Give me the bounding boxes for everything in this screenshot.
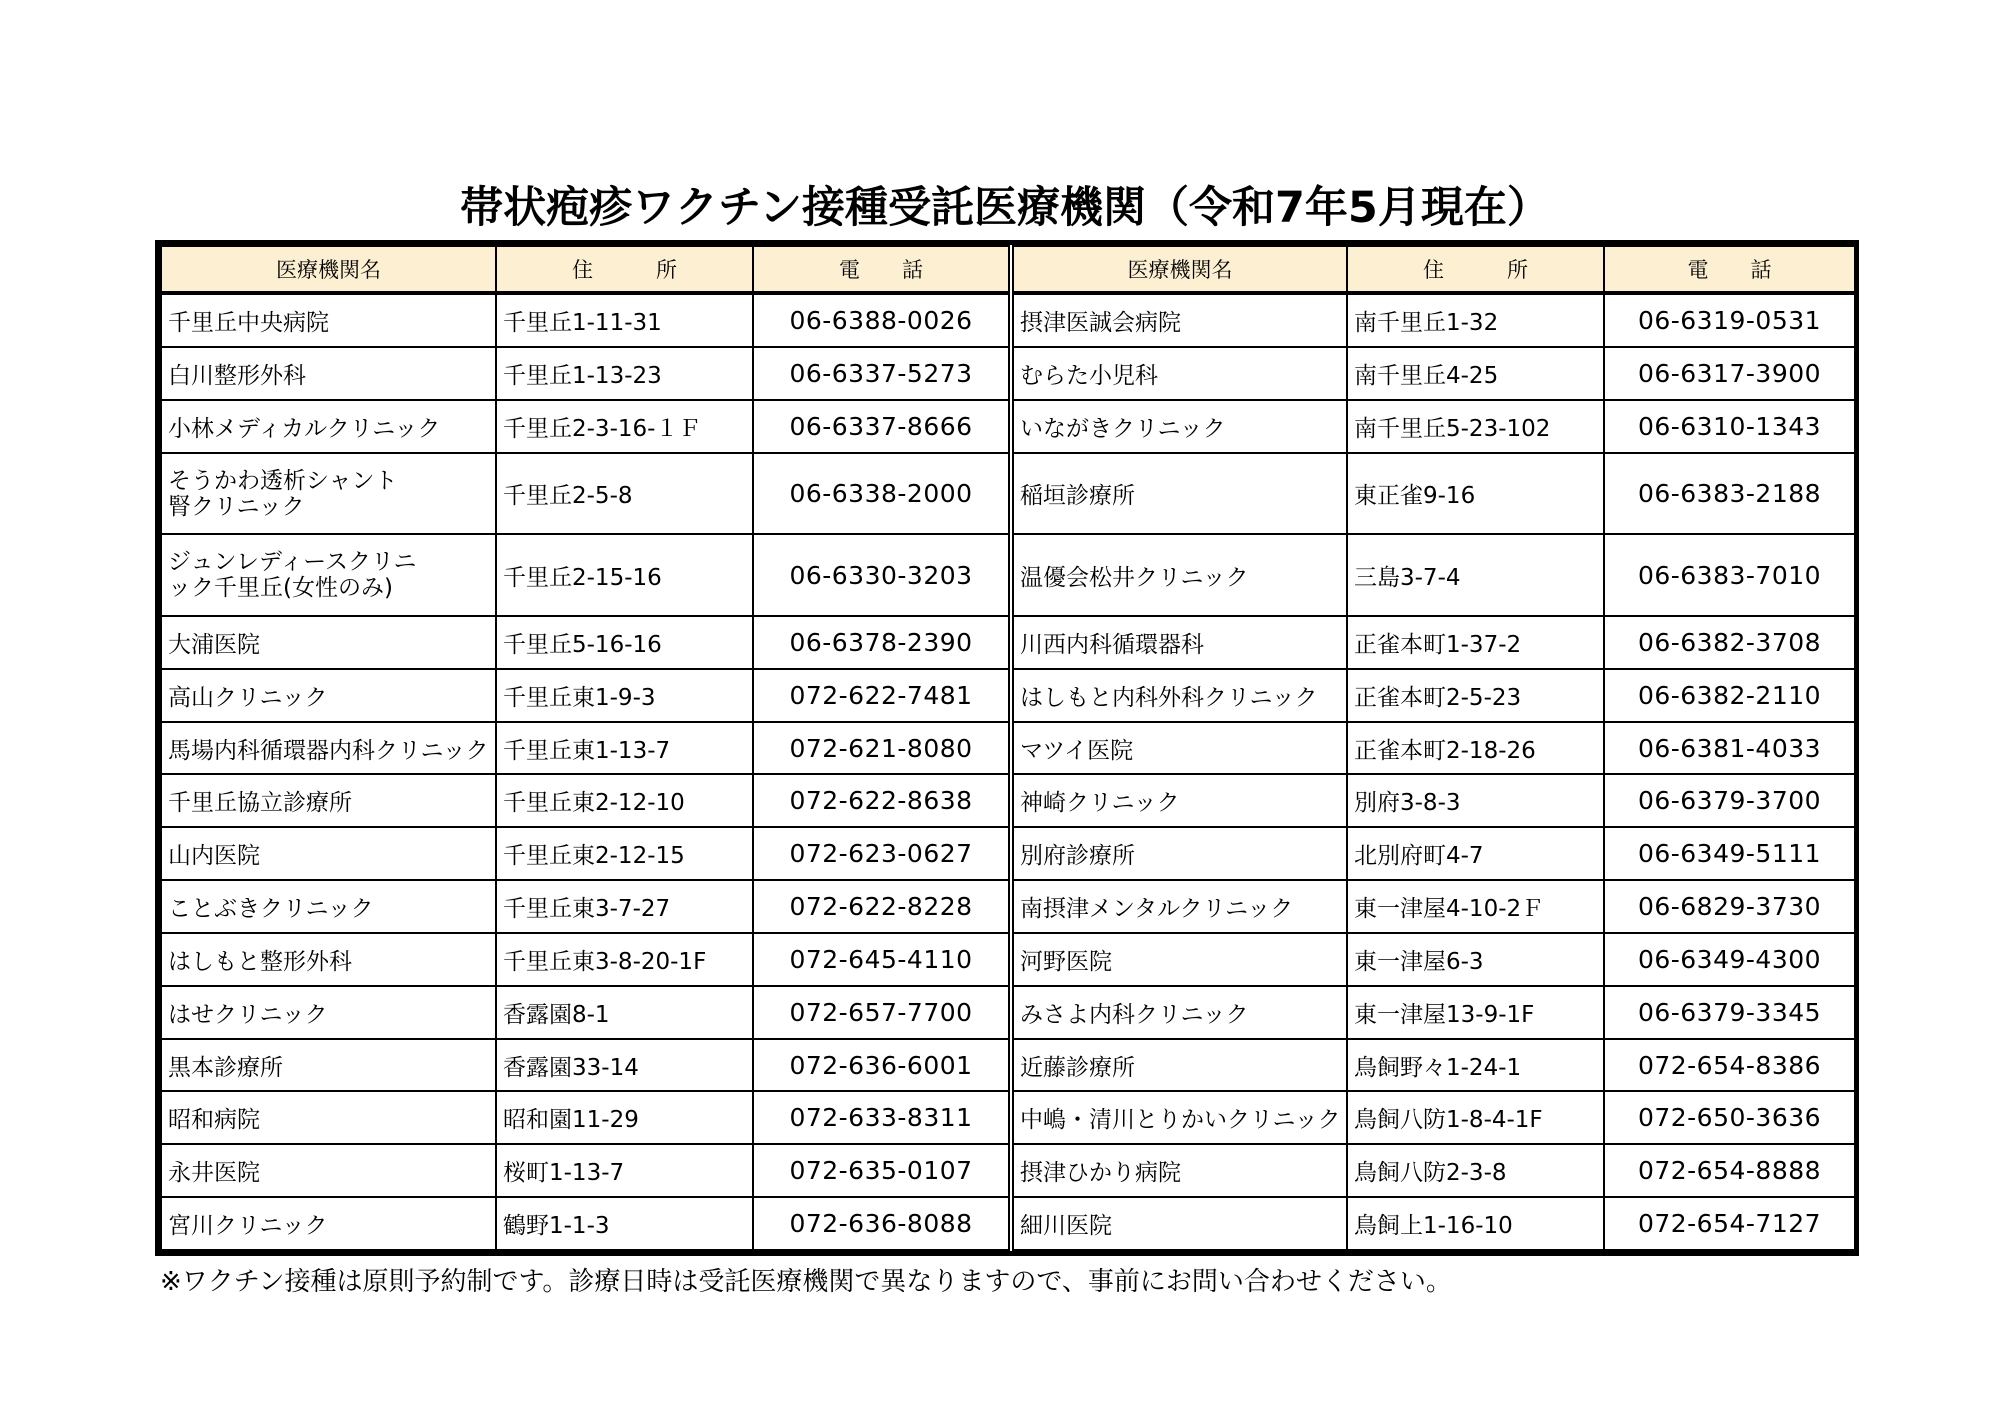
left-phone-cell: 06-6337-8666 <box>753 400 1011 453</box>
right-address-cell: 三島3-7-4 <box>1347 534 1604 616</box>
right-name-cell: 南摂津メンタルクリニック <box>1011 880 1347 933</box>
header-phone-left: 電 話 <box>753 246 1011 293</box>
right-phone-cell: 072-654-7127 <box>1604 1197 1855 1250</box>
left-phone-cell: 072-636-6001 <box>753 1039 1011 1092</box>
right-phone-cell: 06-6382-3708 <box>1604 616 1855 669</box>
left-address-cell: 千里丘2-3-16-１Ｆ <box>496 400 753 453</box>
page-title: 帯状疱疹ワクチン接種受託医療機関（令和7年5月現在） <box>460 183 1550 233</box>
header-name-right: 医療機関名 <box>1011 246 1347 293</box>
left-address-cell: 千里丘東3-7-27 <box>496 880 753 933</box>
table-row <box>161 347 1855 400</box>
right-name-cell: マツイ医院 <box>1011 722 1347 775</box>
right-phone-cell: 06-6383-2188 <box>1604 453 1855 535</box>
table-row <box>161 1091 1855 1144</box>
table-row <box>161 774 1855 827</box>
right-address-cell: 別府3-8-3 <box>1347 774 1604 827</box>
right-name-cell: はしもと内科外科クリニック <box>1011 669 1347 722</box>
right-address-cell: 正雀本町2-5-23 <box>1347 669 1604 722</box>
right-address-cell: 南千里丘4-25 <box>1347 347 1604 400</box>
right-address-cell: 正雀本町2-18-26 <box>1347 722 1604 775</box>
right-phone-cell: 06-6319-0531 <box>1604 293 1855 347</box>
right-name-cell: 細川医院 <box>1011 1197 1347 1250</box>
right-address-cell: 鳥飼上1-16-10 <box>1347 1197 1604 1250</box>
right-name-cell: 河野医院 <box>1011 933 1347 986</box>
left-address-cell: 千里丘東1-9-3 <box>496 669 753 722</box>
right-address-cell: 鳥飼八防1-8-4-1F <box>1347 1091 1604 1144</box>
left-phone-cell: 072-645-4110 <box>753 933 1011 986</box>
left-phone-cell: 072-622-7481 <box>753 669 1011 722</box>
header-address-right: 住 所 <box>1347 246 1604 293</box>
right-phone-cell: 06-6379-3345 <box>1604 986 1855 1039</box>
right-name-cell: むらた小児科 <box>1011 347 1347 400</box>
right-name-cell: 別府診療所 <box>1011 827 1347 880</box>
left-name-cell: 宮川クリニック <box>161 1197 496 1250</box>
left-phone-cell: 072-635-0107 <box>753 1144 1011 1197</box>
left-phone-cell: 06-6330-3203 <box>753 534 1011 616</box>
left-address-cell: 千里丘東1-13-7 <box>496 722 753 775</box>
right-name-cell: みさよ内科クリニック <box>1011 986 1347 1039</box>
table-row <box>161 1144 1855 1197</box>
left-name-cell: 馬場内科循環器内科クリニック <box>161 722 496 775</box>
left-phone-cell: 06-6388-0026 <box>753 293 1011 347</box>
right-phone-cell: 072-654-8386 <box>1604 1039 1855 1092</box>
left-phone-cell: 072-657-7700 <box>753 986 1011 1039</box>
left-phone-cell: 072-622-8228 <box>753 880 1011 933</box>
table-row <box>161 453 1855 535</box>
left-phone-cell: 072-623-0627 <box>753 827 1011 880</box>
right-name-cell: 川西内科循環器科 <box>1011 616 1347 669</box>
left-name-cell: はせクリニック <box>161 986 496 1039</box>
table-row <box>161 1197 1855 1250</box>
right-phone-cell: 06-6382-2110 <box>1604 669 1855 722</box>
left-phone-cell: 06-6338-2000 <box>753 453 1011 535</box>
table-row <box>161 827 1855 880</box>
left-name-cell: 黒本診療所 <box>161 1039 496 1092</box>
left-name-cell: ジュンレディースクリニ ック千里丘(女性のみ) <box>161 534 496 616</box>
left-name-cell: 小林メディカルクリニック <box>161 400 496 453</box>
left-phone-cell: 072-636-8088 <box>753 1197 1011 1250</box>
right-name-cell: 中嶋・清川とりかいクリニック <box>1011 1091 1347 1144</box>
right-name-cell: いながきクリニック <box>1011 400 1347 453</box>
right-phone-cell: 072-654-8888 <box>1604 1144 1855 1197</box>
left-address-cell: 千里丘東2-12-10 <box>496 774 753 827</box>
clinic-table <box>155 240 1859 1256</box>
table-row <box>161 722 1855 775</box>
right-phone-cell: 06-6381-4033 <box>1604 722 1855 775</box>
right-phone-cell: 06-6379-3700 <box>1604 774 1855 827</box>
left-address-cell: 千里丘2-5-8 <box>496 453 753 535</box>
left-address-cell: 千里丘1-13-23 <box>496 347 753 400</box>
right-phone-cell: 06-6829-3730 <box>1604 880 1855 933</box>
left-name-cell: 千里丘中央病院 <box>161 293 496 347</box>
right-phone-cell: 06-6317-3900 <box>1604 347 1855 400</box>
left-name-cell: そうかわ透析シャント 腎クリニック <box>161 453 496 535</box>
table-row <box>161 616 1855 669</box>
left-name-cell: 白川整形外科 <box>161 347 496 400</box>
right-phone-cell: 06-6383-7010 <box>1604 534 1855 616</box>
header-address-left: 住 所 <box>496 246 753 293</box>
right-address-cell: 鳥飼八防2-3-8 <box>1347 1144 1604 1197</box>
footnote: ※ワクチン接種は原則予約制です。診療日時は受託医療機関で異なりますので、事前にお問い合わせください。 <box>160 1267 1452 1297</box>
left-address-cell: 桜町1-13-7 <box>496 1144 753 1197</box>
left-address-cell: 香露園8-1 <box>496 986 753 1039</box>
header-name-left: 医療機関名 <box>161 246 496 293</box>
left-phone-cell: 06-6337-5273 <box>753 347 1011 400</box>
left-address-cell: 香露園33-14 <box>496 1039 753 1092</box>
right-phone-cell: 06-6310-1343 <box>1604 400 1855 453</box>
right-address-cell: 東正雀9-16 <box>1347 453 1604 535</box>
left-address-cell: 千里丘東2-12-15 <box>496 827 753 880</box>
table-row <box>161 1039 1855 1092</box>
table-row <box>161 534 1855 616</box>
right-name-cell: 摂津医誠会病院 <box>1011 293 1347 347</box>
left-name-cell: はしもと整形外科 <box>161 933 496 986</box>
table-header-row <box>161 246 1855 293</box>
right-address-cell: 正雀本町1-37-2 <box>1347 616 1604 669</box>
table-row <box>161 293 1855 347</box>
right-phone-cell: 06-6349-4300 <box>1604 933 1855 986</box>
table-row <box>161 880 1855 933</box>
table-row <box>161 986 1855 1039</box>
right-address-cell: 南千里丘5-23-102 <box>1347 400 1604 453</box>
right-address-cell: 東一津屋6-3 <box>1347 933 1604 986</box>
left-name-cell: 永井医院 <box>161 1144 496 1197</box>
left-address-cell: 昭和園11-29 <box>496 1091 753 1144</box>
right-address-cell: 東一津屋4-10-2Ｆ <box>1347 880 1604 933</box>
right-address-cell: 鳥飼野々1-24-1 <box>1347 1039 1604 1092</box>
left-address-cell: 千里丘5-16-16 <box>496 616 753 669</box>
left-name-cell: 大浦医院 <box>161 616 496 669</box>
right-phone-cell: 072-650-3636 <box>1604 1091 1855 1144</box>
right-name-cell: 温優会松井クリニック <box>1011 534 1347 616</box>
left-phone-cell: 072-633-8311 <box>753 1091 1011 1144</box>
left-name-cell: 千里丘協立診療所 <box>161 774 496 827</box>
left-address-cell: 千里丘2-15-16 <box>496 534 753 616</box>
left-name-cell: 昭和病院 <box>161 1091 496 1144</box>
right-phone-cell: 06-6349-5111 <box>1604 827 1855 880</box>
left-address-cell: 千里丘1-11-31 <box>496 293 753 347</box>
left-address-cell: 千里丘東3-8-20-1F <box>496 933 753 986</box>
left-phone-cell: 06-6378-2390 <box>753 616 1011 669</box>
right-address-cell: 北別府町4-7 <box>1347 827 1604 880</box>
header-phone-right: 電 話 <box>1604 246 1855 293</box>
left-phone-cell: 072-621-8080 <box>753 722 1011 775</box>
clinic-grid <box>160 245 1856 1251</box>
right-name-cell: 稲垣診療所 <box>1011 453 1347 535</box>
table-row <box>161 669 1855 722</box>
left-phone-cell: 072-622-8638 <box>753 774 1011 827</box>
right-name-cell: 摂津ひかり病院 <box>1011 1144 1347 1197</box>
right-address-cell: 南千里丘1-32 <box>1347 293 1604 347</box>
left-address-cell: 鶴野1-1-3 <box>496 1197 753 1250</box>
left-name-cell: 山内医院 <box>161 827 496 880</box>
left-name-cell: 高山クリニック <box>161 669 496 722</box>
left-name-cell: ことぶきクリニック <box>161 880 496 933</box>
right-name-cell: 神崎クリニック <box>1011 774 1347 827</box>
table-row <box>161 400 1855 453</box>
right-address-cell: 東一津屋13-9-1F <box>1347 986 1604 1039</box>
right-name-cell: 近藤診療所 <box>1011 1039 1347 1092</box>
table-row <box>161 933 1855 986</box>
